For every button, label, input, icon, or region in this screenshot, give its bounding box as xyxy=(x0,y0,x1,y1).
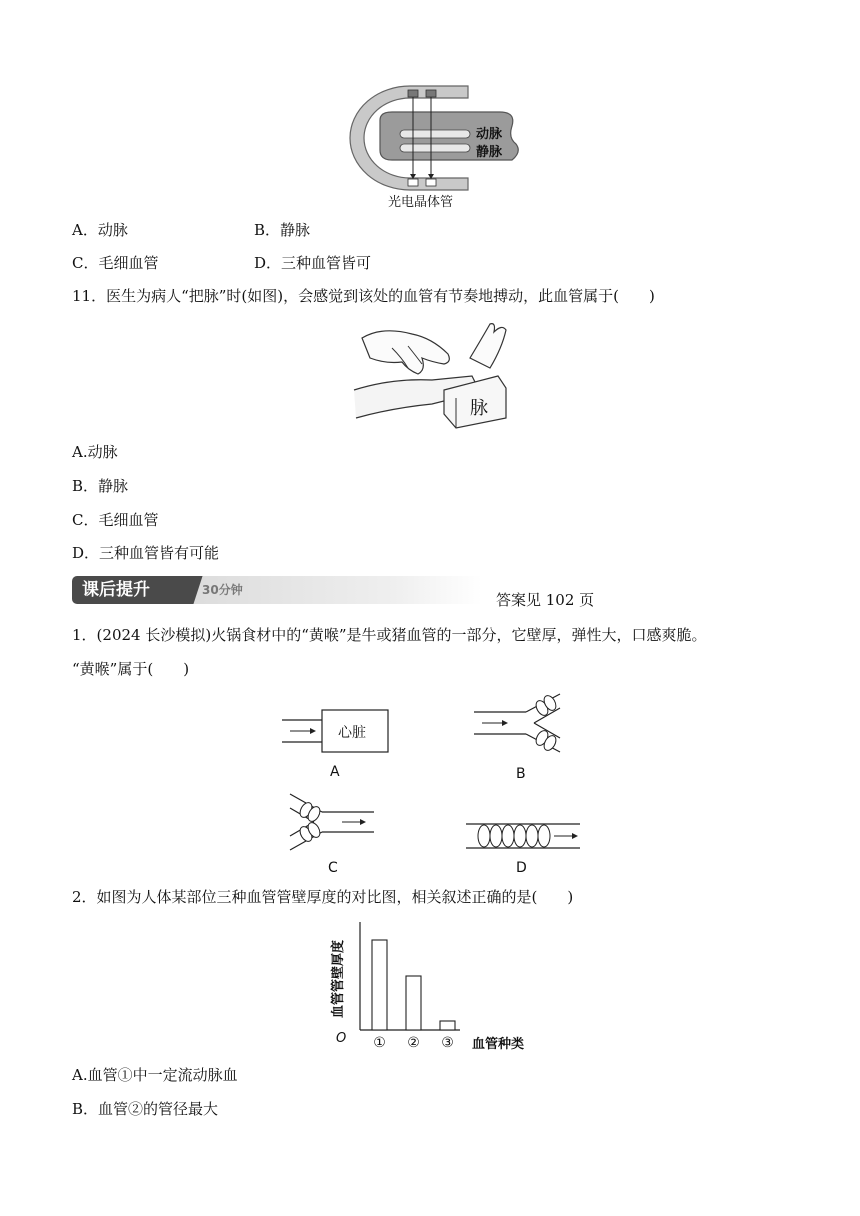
sensor-figure xyxy=(340,82,530,212)
q10-option-c: C．毛细血管 xyxy=(72,254,159,272)
q10-option-b: B．静脉 xyxy=(254,221,311,239)
option-c-diagram xyxy=(290,794,374,876)
vessel-options-figure xyxy=(270,690,600,880)
tick-label-2: ② xyxy=(407,1035,420,1051)
q11-option-b: B．静脉 xyxy=(72,477,129,495)
q11-stem: 11．医生为病人“把脉”时(如图)，会感觉到该处的血管有节奏地搏动，此血管属于( ) xyxy=(72,287,655,305)
emitter-left xyxy=(408,90,418,97)
bar-2 xyxy=(406,976,421,1030)
receiver-left xyxy=(408,179,418,186)
pulse-figure xyxy=(352,318,512,430)
q1-stem-line2: “黄喉”属于( ) xyxy=(72,660,190,678)
wall-thickness-chart xyxy=(320,918,550,1056)
vein-tube xyxy=(400,144,470,152)
pillow-label: 脉 xyxy=(470,398,488,419)
bar-1 xyxy=(372,940,387,1030)
option-b-label: B xyxy=(516,766,526,782)
x-axis-label: 血管种类 xyxy=(472,1037,525,1052)
q1-stem-line1: 1．(2024 长沙模拟)火锅食材中的“黄喉”是牛或猪血管的一部分，它壁厚，弹性大，口感爽脆。 xyxy=(72,626,707,644)
q10-option-a: A．动脉 xyxy=(72,221,128,239)
option-b-diagram xyxy=(474,694,560,782)
label-artery: 动脉 xyxy=(476,127,503,142)
section-time: 30分钟 xyxy=(202,583,243,597)
q11-option-c: C．毛细血管 xyxy=(72,511,159,529)
receiver-right xyxy=(426,179,436,186)
origin-label: O xyxy=(336,1031,347,1046)
section-title: 课后提升 xyxy=(72,576,184,604)
section-banner xyxy=(72,576,482,604)
option-d-label: D xyxy=(516,860,527,876)
emitter-right xyxy=(426,90,436,97)
tick-label-1: ① xyxy=(373,1035,386,1051)
bar-3 xyxy=(440,1021,455,1030)
doctor-hand xyxy=(362,331,449,374)
patient-palm xyxy=(470,324,506,368)
option-d-diagram xyxy=(466,824,580,876)
heart-label: 心脏 xyxy=(338,725,366,741)
q2-option-b: B．血管②的管径最大 xyxy=(72,1100,219,1118)
label-vein: 静脉 xyxy=(476,145,503,160)
q11-option-a: A.动脉 xyxy=(72,443,118,461)
y-axis-label: 血管管壁厚度 xyxy=(331,939,346,1018)
figure-caption: 光电晶体管 xyxy=(388,195,454,210)
option-a-diagram xyxy=(282,710,388,780)
bars-group xyxy=(372,940,455,1051)
option-c-label: C xyxy=(328,860,338,876)
artery-tube xyxy=(400,130,470,138)
answer-reference: 答案见 102 页 xyxy=(496,591,595,609)
q2-stem: 2．如图为人体某部位三种血管管壁厚度的对比图，相关叙述正确的是( ) xyxy=(72,888,574,906)
q2-option-a: A.血管①中一定流动脉血 xyxy=(72,1066,238,1084)
q10-option-d: D．三种血管皆可 xyxy=(254,254,372,272)
q11-option-d: D．三种血管皆有可能 xyxy=(72,544,220,562)
option-a-label: A xyxy=(330,764,340,780)
tick-label-3: ③ xyxy=(441,1035,454,1051)
